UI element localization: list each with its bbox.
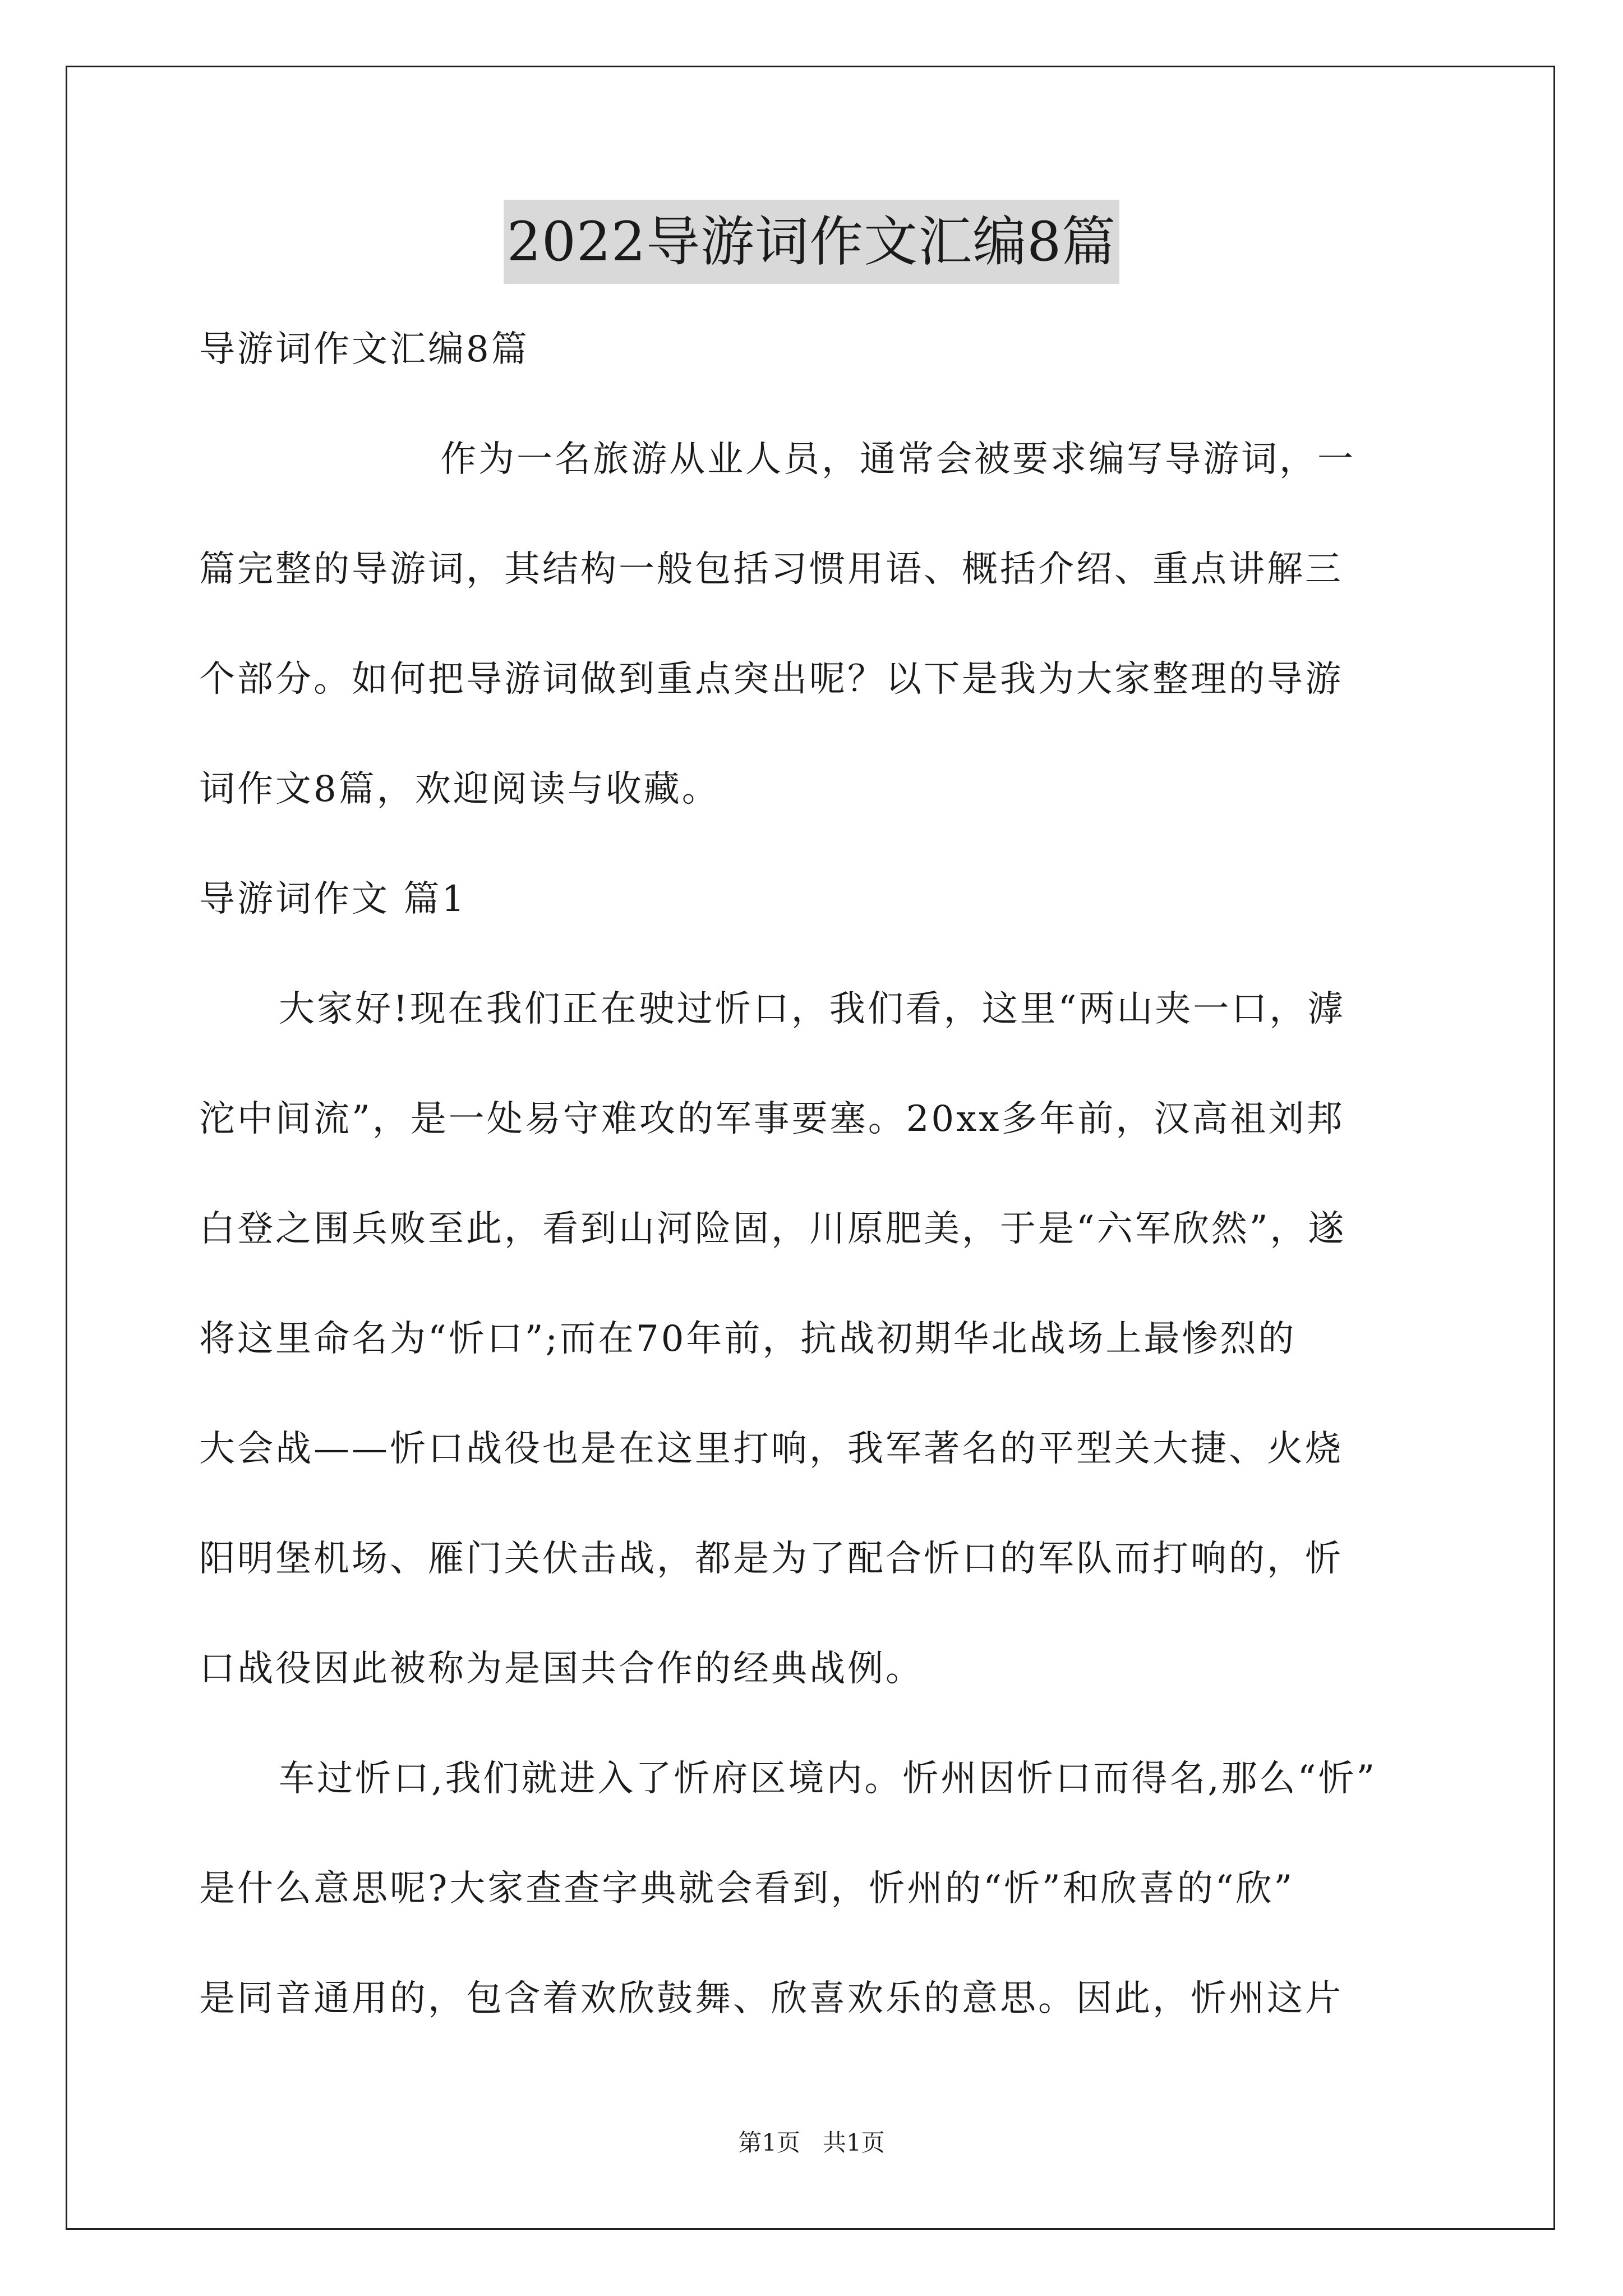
intro-line: 词作文8篇，欢迎阅读与收藏。 bbox=[199, 769, 720, 810]
paragraph-line: 阳明堡机场、雁门关伏击战，都是为了配合忻口的军队而打响的，忻 bbox=[199, 1538, 1343, 1580]
paragraph-line: 大家好!现在我们正在驶过忻口，我们看，这里“两山夹一口，滹 bbox=[279, 988, 1346, 1030]
paragraph-line: 将这里命名为“忻口”;而在70年前，抗战初期华北战场上最惨烈的 bbox=[199, 1318, 1297, 1360]
paragraph-line: 沱中间流”，是一处易守难攻的军事要塞。20xx多年前，汉高祖刘邦 bbox=[199, 1098, 1345, 1140]
document-body bbox=[199, 295, 1433, 2054]
paragraph-line: 车过忻口,我们就进入了忻府区境内。忻州因忻口而得名,那么“忻” bbox=[279, 1758, 1377, 1800]
paragraph-line: 是什么意思呢?大家查查字典就会看到，忻州的“忻”和欣喜的“欣” bbox=[199, 1868, 1295, 1910]
paragraph-line: 是同音通用的，包含着欢欣鼓舞、欣喜欢乐的意思。因此，忻州这片 bbox=[199, 1978, 1343, 2019]
intro-line: 作为一名旅游从业人员，通常会被要求编写导游词，一 bbox=[440, 439, 1355, 480]
page-total: 共1页 bbox=[823, 2129, 885, 2156]
document-title: 2022导游词作文汇编8篇 bbox=[504, 200, 1119, 284]
page-footer bbox=[0, 2126, 1623, 2160]
paragraph-line: 大会战——忻口战役也是在这里打响，我军著名的平型关大捷、火烧 bbox=[199, 1428, 1343, 1470]
paragraph-line: 白登之围兵败至此，看到山河险固，川原肥美，于是“六军欣然”，遂 bbox=[199, 1208, 1347, 1250]
intro-line: 篇完整的导游词，其结构一般包括习惯用语、概括介绍、重点讲解三 bbox=[199, 549, 1343, 590]
paragraph-line: 口战役因此被称为是国共合作的经典战例。 bbox=[199, 1648, 924, 1690]
intro-line: 个部分。如何把导游词做到重点突出呢？以下是我为大家整理的导游 bbox=[199, 659, 1343, 700]
page-number: 第1页 bbox=[738, 2129, 800, 2156]
title-area bbox=[0, 200, 1623, 284]
section-heading: 导游词作文 篇1 bbox=[199, 878, 467, 920]
subtitle-line: 导游词作文汇编8篇 bbox=[199, 329, 529, 370]
